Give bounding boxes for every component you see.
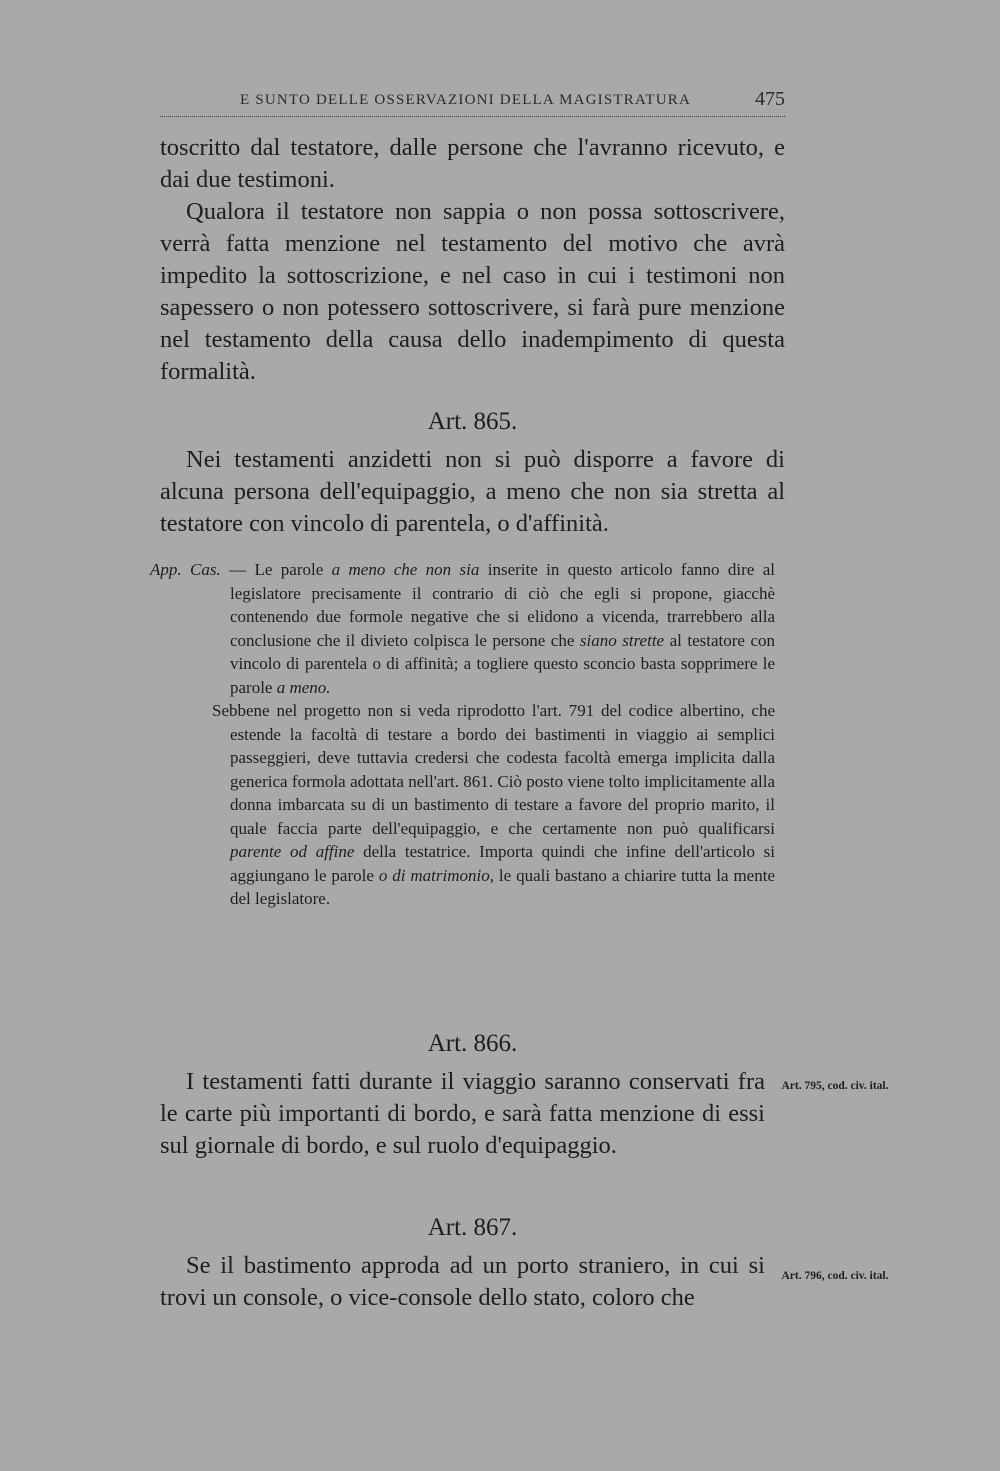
art-867-text-block — [160, 1250, 765, 1314]
art-867-text: Se il bastimento approda ad un porto straniero, in cui si trovi un console, o vice-console dello stato, coloro che — [160, 1252, 765, 1311]
art-865-text: Nei testamenti anzidetti non si può disporre a favore di alcuna persona dell'equipaggio, a meno che non sia stretta al testatore con vincolo di parentela, o d'affinità. — [160, 446, 785, 537]
art-865-text-block — [160, 444, 785, 540]
header-rule — [160, 116, 785, 117]
art-865-heading: Art. 865. — [427, 408, 518, 435]
top-text-block — [160, 132, 785, 388]
art-867-margin-reference: Art. 796, cod. civ. ital. — [781, 1270, 889, 1282]
continued-paragraph: toscritto dal testatore, dalle persone che l'avranno ricevuto, e dai due testimoni. — [160, 134, 785, 193]
note-paragraph-1: App. Cas. — Le parole a meno che non sia inserite in questo articolo fanno dire al legislatore precisamente il contrario di ciò che egli si propone, giacchè contenendo due formole negative che si elidono a vicenda, trarrebbero alla conclusione che il divieto colpisca le persone che siano strette al testatore con vincolo di parentela o di affinità; a togliere questo sconcio basta sopprimere le parole a meno. — [150, 560, 775, 697]
art-866-heading: Art. 866. — [427, 1030, 518, 1057]
note-label: App. Cas. — [150, 560, 221, 579]
art-867-heading: Art. 867. — [427, 1214, 518, 1241]
paragraph-qualora: Qualora il testatore non sappia o non possa sottoscrivere, verrà fatta menzione nel testamento del motivo che avrà impedito la sottoscrizione, e nel caso in cui i testimoni non sapessero o non potessero sottoscrivere, si farà pure menzione nel testamento della causa dello inadempimento di questa formalità. — [160, 198, 785, 385]
art-866-margin-reference: Art. 795, cod. civ. ital. — [781, 1080, 889, 1092]
running-title: E SUNTO DELLE OSSERVAZIONI DELLA MAGISTRATURA — [240, 92, 691, 108]
art-866-text-block — [160, 1066, 765, 1162]
commentary-note — [150, 558, 775, 911]
note-paragraph-2: Sebbene nel progetto non si veda riprodotto l'art. 791 del codice albertino, che estende la facoltà di testare a bordo dei bastimenti in viaggio ai semplici passeggieri, deve tuttavia credersi che codesta facoltà emerga implicita dalla generica formola adottata nell'art. 861. Ciò posto viene tolto implicitamente alla donna imbarcata su di un bastimento di testare a favore del proprio marito, il quale faccia parte dell'equipaggio, e che certamente non può qualificarsi parente od affine della testatrice. Importa quindi che infine dell'articolo si aggiungano le parole o di matrimonio, le quali bastano a chiarire tutta la mente del legislatore. — [212, 701, 776, 908]
art-866-text: I testamenti fatti durante il viaggio saranno conservati fra le carte più importanti di bordo, e sarà fatta menzione di essi sul giornale di bordo, e sul ruolo d'equipaggio. — [160, 1068, 765, 1159]
page-number: 475 — [755, 88, 785, 110]
